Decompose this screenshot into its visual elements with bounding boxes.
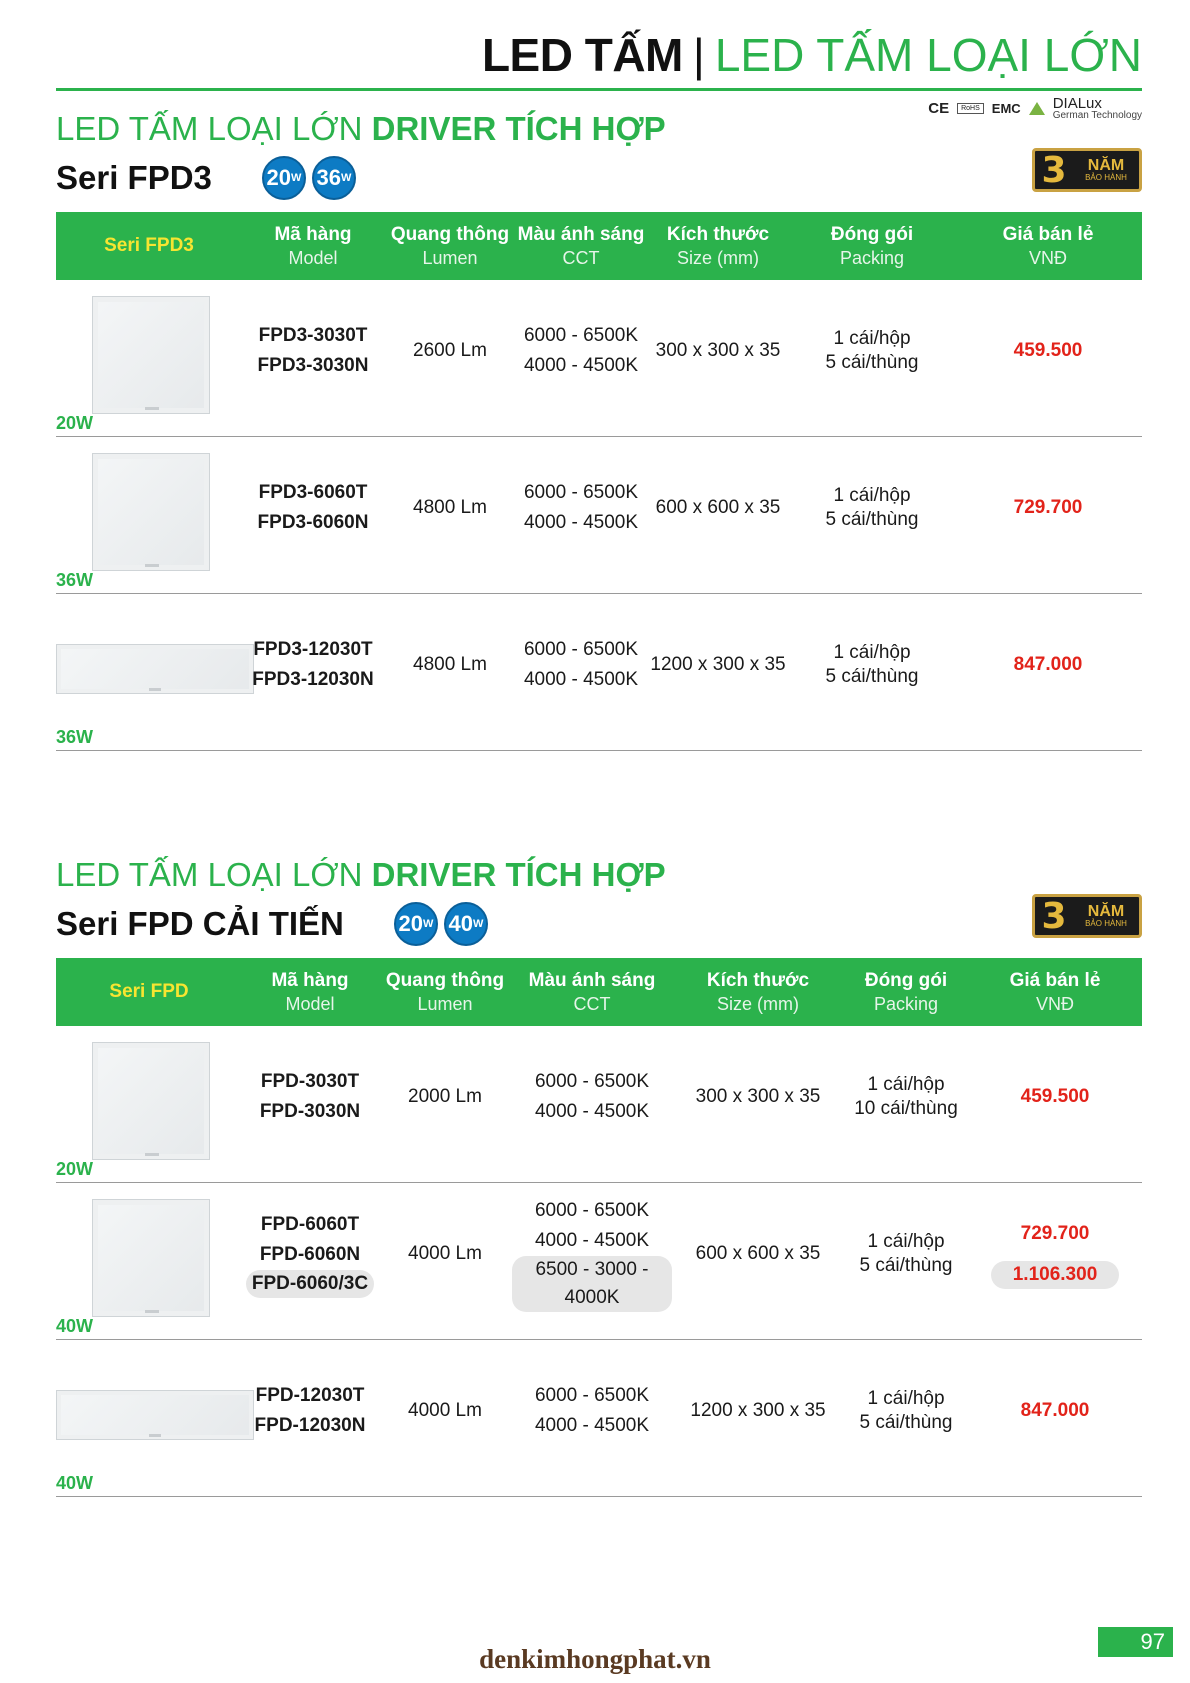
model-code: FPD3-12030T	[253, 638, 373, 660]
column-header-cct	[512, 958, 672, 1026]
cell-cct	[512, 1026, 672, 1167]
product-section	[56, 110, 1142, 761]
cell-price	[954, 594, 1142, 735]
wattage-badge-value: 20	[266, 165, 291, 190]
column-header-model	[242, 958, 378, 1026]
lumen-value: 2000 Lm	[408, 1085, 482, 1107]
retail-price: 729.700	[1020, 1222, 1090, 1244]
long-led-panel-image	[56, 1390, 254, 1440]
column-header-size-en: Size (mm)	[717, 993, 799, 1014]
wattage-badge-icon	[312, 156, 356, 200]
model-code: FPD-12030N	[254, 1414, 366, 1436]
table-series-label: Seri FPD	[109, 981, 189, 1003]
square-led-panel-image	[92, 453, 210, 571]
series-name: Seri FPD CẢI TIẾN	[56, 905, 344, 942]
cell-cct	[512, 1183, 672, 1324]
cell-packing	[844, 1183, 968, 1324]
column-header-packing-vi: Đóng gói	[830, 223, 914, 245]
column-header-price	[968, 958, 1142, 1026]
cell-cct	[512, 1340, 672, 1481]
packing-value: 1 cái/hộp	[833, 641, 911, 663]
cell-lumen	[384, 594, 516, 735]
section-title	[56, 110, 1142, 148]
column-header-cct-en: CCT	[573, 993, 611, 1014]
retail-price: 459.500	[1013, 339, 1083, 361]
cell-price	[968, 1340, 1142, 1481]
product-section	[56, 856, 1142, 1507]
warranty-label: BẢO HÀNH	[1085, 173, 1127, 182]
size-value: 1200 x 300 x 35	[690, 1399, 826, 1421]
wattage-label: 36W	[56, 727, 94, 747]
cell-packing	[844, 1340, 968, 1481]
cct-value: 6000 - 6500K	[523, 481, 639, 503]
model-code: FPD3-3030N	[257, 354, 369, 376]
section-title-bold: DRIVER TÍCH HỢP	[371, 110, 666, 147]
dialux-tagline: German Technology	[1052, 110, 1142, 121]
cell-size	[646, 594, 790, 735]
product-row	[56, 437, 1142, 594]
size-value: 300 x 300 x 35	[695, 1085, 821, 1107]
cell-model	[242, 280, 384, 421]
column-header-price-vi: Giá bán lẻ	[1002, 223, 1094, 245]
cell-packing	[844, 1026, 968, 1167]
model-code: FPD3-6060T	[258, 481, 368, 503]
column-header-lumen	[378, 958, 512, 1026]
column-header-series	[56, 212, 242, 280]
retail-price: 847.000	[1013, 653, 1083, 675]
cct-value: 4000 - 4500K	[523, 511, 639, 533]
column-header-cct	[516, 212, 646, 280]
cct-value: 6000 - 6500K	[523, 324, 639, 346]
wattage-badge-value: 36	[316, 165, 341, 190]
cct-value: 6000 - 6500K	[534, 1199, 650, 1221]
column-header-packing	[790, 212, 954, 280]
product-row	[56, 1183, 1142, 1340]
column-header-size	[646, 212, 790, 280]
column-header-lumen-en: Lumen	[417, 993, 473, 1014]
table-series-label: Seri FPD3	[104, 235, 194, 257]
model-code: FPD-3030N	[259, 1100, 361, 1122]
product-row	[56, 1340, 1142, 1497]
cell-model	[242, 594, 384, 735]
warranty-unit: NĂM	[1087, 157, 1125, 174]
warranty-unit: NĂM	[1087, 903, 1125, 920]
packing-value: 5 cái/thùng	[825, 351, 919, 373]
product-row	[56, 594, 1142, 751]
website-watermark: denkimhongphat.vn	[479, 1644, 711, 1674]
column-header-size-vi: Kích thước	[666, 223, 770, 245]
cell-price	[968, 1026, 1142, 1167]
model-code: FPD-3030T	[260, 1070, 360, 1092]
cct-value: 6000 - 6500K	[523, 638, 639, 660]
warranty-label: BẢO HÀNH	[1085, 919, 1127, 928]
cell-model	[242, 1183, 378, 1324]
model-code: FPD-12030T	[255, 1384, 365, 1406]
cell-lumen	[384, 437, 516, 578]
cell-size	[646, 437, 790, 578]
cell-model	[242, 437, 384, 578]
retail-price: 459.500	[1020, 1085, 1090, 1107]
column-header-lumen	[384, 212, 516, 280]
page-title-category: LED TẤM	[481, 29, 683, 81]
cell-price	[968, 1183, 1142, 1324]
column-header-packing-vi: Đóng gói	[864, 969, 948, 991]
column-header-model-vi: Mã hàng	[271, 969, 349, 991]
size-value: 600 x 600 x 35	[695, 1242, 821, 1264]
model-code: FPD3-3030T	[258, 324, 368, 346]
page-title-subcategory: LED TẤM LOẠI LỚN	[714, 29, 1142, 81]
column-header-model	[242, 212, 384, 280]
warranty-text	[1073, 158, 1139, 182]
cct-value: 4000 - 4500K	[534, 1414, 650, 1436]
warranty-years: 3	[1041, 895, 1067, 937]
wattage-badge-unit: W	[472, 918, 484, 930]
long-led-panel-image	[56, 644, 254, 694]
cell-model	[242, 1340, 378, 1481]
cell-lumen	[384, 280, 516, 421]
packing-value: 5 cái/thùng	[859, 1254, 953, 1276]
retail-price: 1.106.300	[991, 1261, 1120, 1289]
wattage-badge-icon	[262, 156, 306, 200]
wattage-label: 36W	[56, 570, 94, 590]
cell-model	[242, 1026, 378, 1167]
wattage-badge-icon	[394, 902, 438, 946]
table-header	[56, 958, 1142, 1026]
square-led-panel-image	[92, 296, 210, 414]
cell-lumen	[378, 1026, 512, 1167]
cell-lumen	[378, 1340, 512, 1481]
packing-value: 1 cái/hộp	[867, 1387, 945, 1409]
table-header	[56, 212, 1142, 280]
square-led-panel-image	[92, 1199, 210, 1317]
lumen-value: 4800 Lm	[413, 496, 487, 518]
warranty-years: 3	[1041, 149, 1067, 191]
dialux-name: DIALux	[1052, 95, 1102, 112]
cell-lumen	[378, 1183, 512, 1324]
lumen-value: 4000 Lm	[408, 1399, 482, 1421]
cct-value: 6000 - 6500K	[534, 1070, 650, 1092]
cct-value: 4000 - 4500K	[523, 668, 639, 690]
section-title	[56, 856, 1142, 894]
packing-value: 1 cái/hộp	[833, 327, 911, 349]
packing-value: 5 cái/thùng	[825, 665, 919, 687]
cct-value: 4000 - 4500K	[534, 1229, 650, 1251]
column-header-price-en: VNĐ	[1028, 247, 1067, 268]
header-divider	[56, 88, 1142, 91]
packing-value: 1 cái/hộp	[867, 1073, 945, 1095]
cell-size	[672, 1340, 844, 1481]
column-header-lumen-vi: Quang thông	[390, 223, 510, 245]
cct-value: 4000 - 4500K	[534, 1100, 650, 1122]
lumen-value: 2600 Lm	[413, 339, 487, 361]
ce-mark-icon: CE	[928, 100, 950, 117]
series-row	[56, 156, 1142, 200]
series-name: Seri FPD3	[56, 159, 212, 196]
column-header-series	[56, 958, 242, 1026]
size-value: 300 x 300 x 35	[655, 339, 781, 361]
product-row	[56, 1026, 1142, 1183]
column-header-lumen-vi: Quang thông	[385, 969, 505, 991]
column-header-size	[672, 958, 844, 1026]
model-code: FPD3-6060N	[257, 511, 369, 533]
section-title-bold: DRIVER TÍCH HỢP	[371, 856, 666, 893]
size-value: 600 x 600 x 35	[655, 496, 781, 518]
warranty-badge	[1032, 148, 1142, 192]
packing-value: 1 cái/hộp	[867, 1230, 945, 1252]
cell-packing	[790, 594, 954, 735]
lumen-value: 4000 Lm	[408, 1242, 482, 1264]
packing-value: 10 cái/thùng	[854, 1097, 958, 1119]
wattage-label: 40W	[56, 1316, 94, 1336]
model-code: FPD-6060T	[260, 1213, 360, 1235]
column-header-model-vi: Mã hàng	[274, 223, 352, 245]
wattage-badge-unit: W	[422, 918, 434, 930]
column-header-size-en: Size (mm)	[677, 247, 759, 268]
cell-cct	[516, 437, 646, 578]
column-header-model-en: Model	[288, 247, 338, 268]
cell-price	[954, 437, 1142, 578]
column-header-packing-en: Packing	[839, 247, 905, 268]
product-row	[56, 280, 1142, 437]
column-header-price	[954, 212, 1142, 280]
column-header-lumen-en: Lumen	[422, 247, 478, 268]
section-title-light: LED TẤM LOẠI LỚN	[56, 110, 363, 147]
column-header-price-en: VNĐ	[1035, 993, 1074, 1014]
series-row	[56, 902, 1142, 946]
wattage-badge-value: 20	[398, 911, 423, 936]
cell-price	[954, 280, 1142, 421]
retail-price: 729.700	[1013, 496, 1083, 518]
model-code: FPD3-12030N	[252, 668, 374, 690]
packing-value: 5 cái/thùng	[825, 508, 919, 530]
cct-value: 6000 - 6500K	[534, 1384, 650, 1406]
cell-cct	[516, 280, 646, 421]
rohs-mark-icon: RoHS	[957, 103, 984, 114]
emc-mark-icon: EMC	[991, 101, 1021, 116]
section-title-light: LED TẤM LOẠI LỚN	[56, 856, 363, 893]
column-header-packing-en: Packing	[873, 993, 939, 1014]
wattage-label: 40W	[56, 1473, 94, 1493]
model-code: FPD-6060N	[259, 1243, 361, 1265]
wattage-label: 20W	[56, 1159, 94, 1179]
wattage-badge-icon	[444, 902, 488, 946]
page-number: 97	[1098, 1627, 1173, 1657]
column-header-cct-vi: Màu ánh sáng	[517, 223, 645, 245]
cct-value: 4000 - 4500K	[523, 354, 639, 376]
cell-cct	[516, 594, 646, 735]
column-header-cct-vi: Màu ánh sáng	[528, 969, 656, 991]
model-code: FPD-6060/3C	[246, 1270, 374, 1298]
cell-size	[672, 1026, 844, 1167]
warranty-badge	[1032, 894, 1142, 938]
column-header-size-vi: Kích thước	[706, 969, 810, 991]
wattage-label: 20W	[56, 413, 94, 433]
column-header-packing	[844, 958, 968, 1026]
column-header-price-vi: Giá bán lẻ	[1009, 969, 1101, 991]
wattage-badge-unit: W	[340, 172, 352, 184]
cell-packing	[790, 437, 954, 578]
cell-size	[646, 280, 790, 421]
retail-price: 847.000	[1020, 1399, 1090, 1421]
column-header-cct-en: CCT	[562, 247, 600, 268]
title-separator: |	[692, 29, 705, 81]
wattage-badge-value: 40	[448, 911, 473, 936]
page-header	[56, 28, 1142, 88]
cell-size	[672, 1183, 844, 1324]
cct-value: 6500 - 3000 - 4000K	[512, 1256, 672, 1312]
size-value: 1200 x 300 x 35	[650, 653, 786, 675]
warranty-text	[1073, 904, 1139, 928]
lumen-value: 4800 Lm	[413, 653, 487, 675]
packing-value: 5 cái/thùng	[859, 1411, 953, 1433]
packing-value: 1 cái/hộp	[833, 484, 911, 506]
square-led-panel-image	[92, 1042, 210, 1160]
cell-packing	[790, 280, 954, 421]
column-header-model-en: Model	[285, 993, 335, 1014]
wattage-badge-unit: W	[290, 172, 302, 184]
